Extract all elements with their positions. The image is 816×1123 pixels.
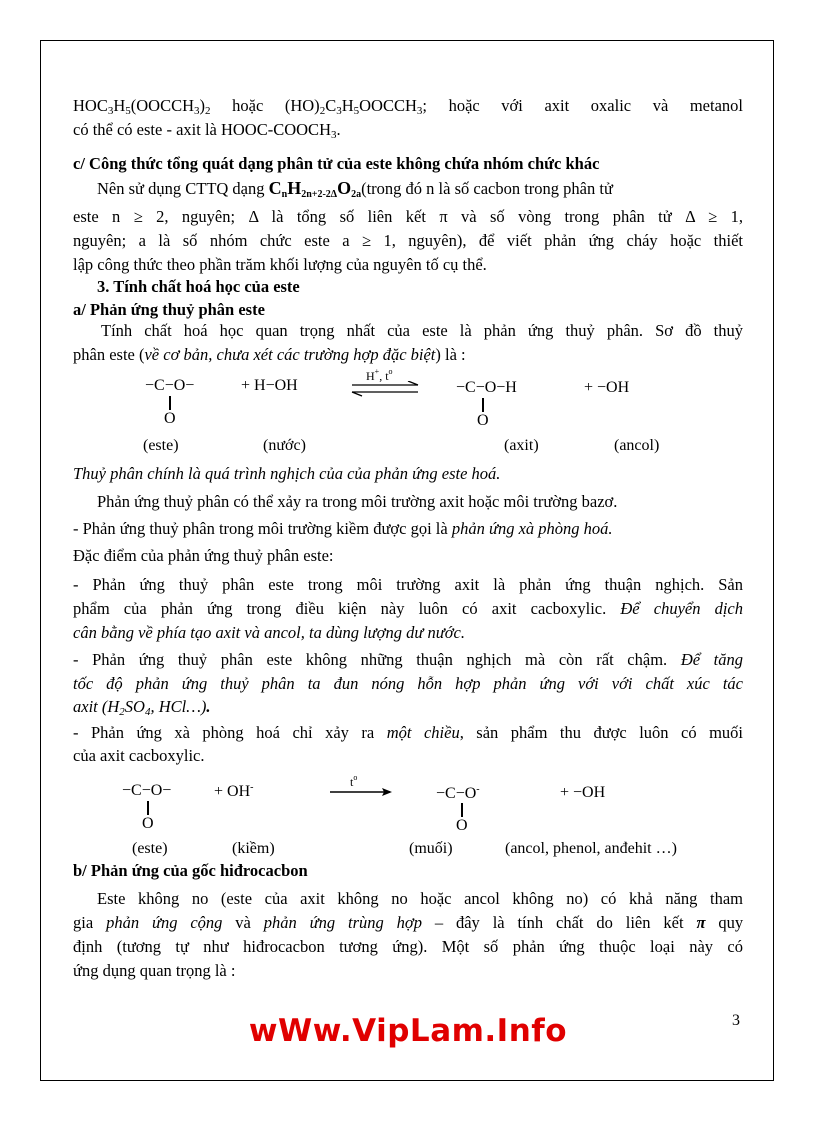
- page-number: 3: [732, 1012, 740, 1029]
- section-b-heading: b/ Phản ứng của gốc hiđrocacbon: [73, 861, 308, 880]
- eq2-salt-double-bond: [461, 803, 463, 817]
- eq2-label-salt: (muối): [409, 840, 453, 857]
- section-b-line2: gia phản ứng cộng và phản ứng trùng hợp – đây là tính chất do liên kết π quy: [73, 913, 744, 932]
- eq2-ester-oxygen: O: [142, 815, 154, 832]
- eq1-acid: −C−O−H: [456, 379, 517, 396]
- point2-line2: tốc độ phản ứng thuỷ phân ta đun nóng hỗn hợp phản ứng với với chất xúc tác: [73, 674, 743, 693]
- eq1-acid-oxygen: O: [477, 412, 489, 429]
- section-c-line1: Nên sử dụng CTTQ dạng $C_nH_{2n+2-2\Delta}O_{2a}(trong$ đó n là số cacbon trong phân tử: [97, 178, 613, 200]
- eq2-double-bond: [147, 801, 149, 815]
- eq2-salt: −C−O-: [436, 784, 480, 802]
- eq2-ester: −C−O−: [122, 782, 172, 799]
- eq1-alcohol: + −OH: [584, 379, 630, 396]
- section-3-heading: 3. Tính chất hoá học của este: [97, 277, 300, 296]
- point1-line1: - Phản ứng thuỷ phân este trong môi trường axit là phản ứng thuận nghịch. Sản: [73, 575, 743, 594]
- section-a-line2: phân este (về cơ bản, chưa xét các trường hợp đặc biệt) là :: [73, 345, 466, 364]
- eq1-ester-oxygen: O: [164, 410, 176, 427]
- eq2-salt-oxygen: O: [456, 817, 468, 834]
- point3-line2: của axit cacboxylic.: [73, 746, 205, 765]
- eq1-condition: H+, $t^o$: [366, 367, 393, 383]
- section-a-line1: Tính chất hoá học quan trọng nhất của este là phản ứng thuỷ phân. Sơ đồ thuỷ: [101, 321, 743, 340]
- eq2-label-products: (ancol, phenol, anđehit …): [505, 840, 677, 857]
- section-c-line3: nguyên; a là số nhóm chức este a ≥ 1, nguyên), để viết phản ứng cháy hoặc thiết: [73, 231, 743, 250]
- para1-line1: $HOC_3H_5(OOCCH_3)_2$ hoặc $(HO)_2C_3H_5OOCCH_3$; hoặc với axit oxalic và metanol: [73, 96, 744, 117]
- para1-line2: có thể có este - axit là HOOC-$COOCH_3$.: [73, 120, 341, 141]
- environment-line: Phản ứng thuỷ phân có thể xảy ra trong môi trường axit hoặc môi trường bazơ.: [97, 492, 618, 511]
- eq2-label-ester: (este): [132, 840, 168, 857]
- eq2-label-base: (kiềm): [232, 840, 275, 857]
- equilibrium-arrow-icon: [350, 381, 420, 397]
- section-c-heading: c/ Công thức tổng quát dạng phân tử của este không chứa nhóm chức khác: [73, 154, 600, 173]
- section-c-line4: lập công thức theo phần trăm khối lượng của nguyên tố cụ thể.: [73, 255, 487, 274]
- reverse-note: Thuỷ phân chính là quá trình nghịch của của phản ứng este hoá.: [73, 464, 501, 483]
- eq1-acid-double-bond: [482, 398, 484, 412]
- eq1-label-ester: (este): [143, 437, 179, 454]
- eq1-label-acid: (axit): [504, 437, 539, 454]
- section-b-line4: ứng dụng quan trọng là :: [73, 961, 236, 980]
- point3-line1: - Phản ứng xà phòng hoá chỉ xảy ra một chiều, sản phẩm thu được luôn có muối: [73, 723, 744, 742]
- eq2-alcohol: + −OH: [560, 784, 606, 801]
- point1-line2: phẩm của phản ứng trong điều kiện này luôn có axit cacboxylic. Để chuyển dịch: [73, 599, 744, 618]
- features-heading: Đặc điểm của phản ứng thuỷ phân este:: [73, 546, 334, 565]
- point2-line1: - Phản ứng thuỷ phân este không những thuận nghịch mà còn rất chậm. Để tăng: [73, 650, 744, 669]
- eq1-water: + H−OH: [241, 377, 298, 394]
- watermark: wWw.VipLam.Info: [248, 1013, 568, 1049]
- section-b-line3: định (tương tự như hiđrocacbon tương ứng). Một số phản ứng thuộc loại này có: [73, 937, 743, 956]
- point2-line3: axit ($H_2SO_4$, HCl…).: [73, 697, 211, 718]
- eq2-base: + OH-: [214, 782, 254, 800]
- forward-arrow-icon: [328, 786, 394, 798]
- general-formula: $C_nH_{2n+2-2\Delta}O_{2a}$: [268, 178, 362, 200]
- point1-line3: cân bằng về phía tạo axit và ancol, ta dùng lượng dư nước.: [73, 623, 465, 642]
- eq1-label-alcohol: (ancol): [614, 437, 660, 454]
- eq1-ester: −C−O−: [145, 377, 195, 394]
- section-b-line1: Este không no (este của axit không no hoặc ancol không no) có khả năng tham: [97, 889, 743, 908]
- eq2-condition: $t^o$: [350, 773, 358, 789]
- section-c-line2: este n ≥ 2, nguyên; Δ là tổng số liên kết π và số vòng trong phân tử Δ ≥ 1,: [73, 207, 743, 226]
- eq1-label-water: (nước): [263, 437, 306, 454]
- section-a-heading: a/ Phản ứng thuỷ phân este: [73, 300, 265, 319]
- saponification-line: - Phản ứng thuỷ phân trong môi trường kiềm được gọi là phản ứng xà phòng hoá.: [73, 519, 613, 538]
- eq1-double-bond: [169, 396, 171, 410]
